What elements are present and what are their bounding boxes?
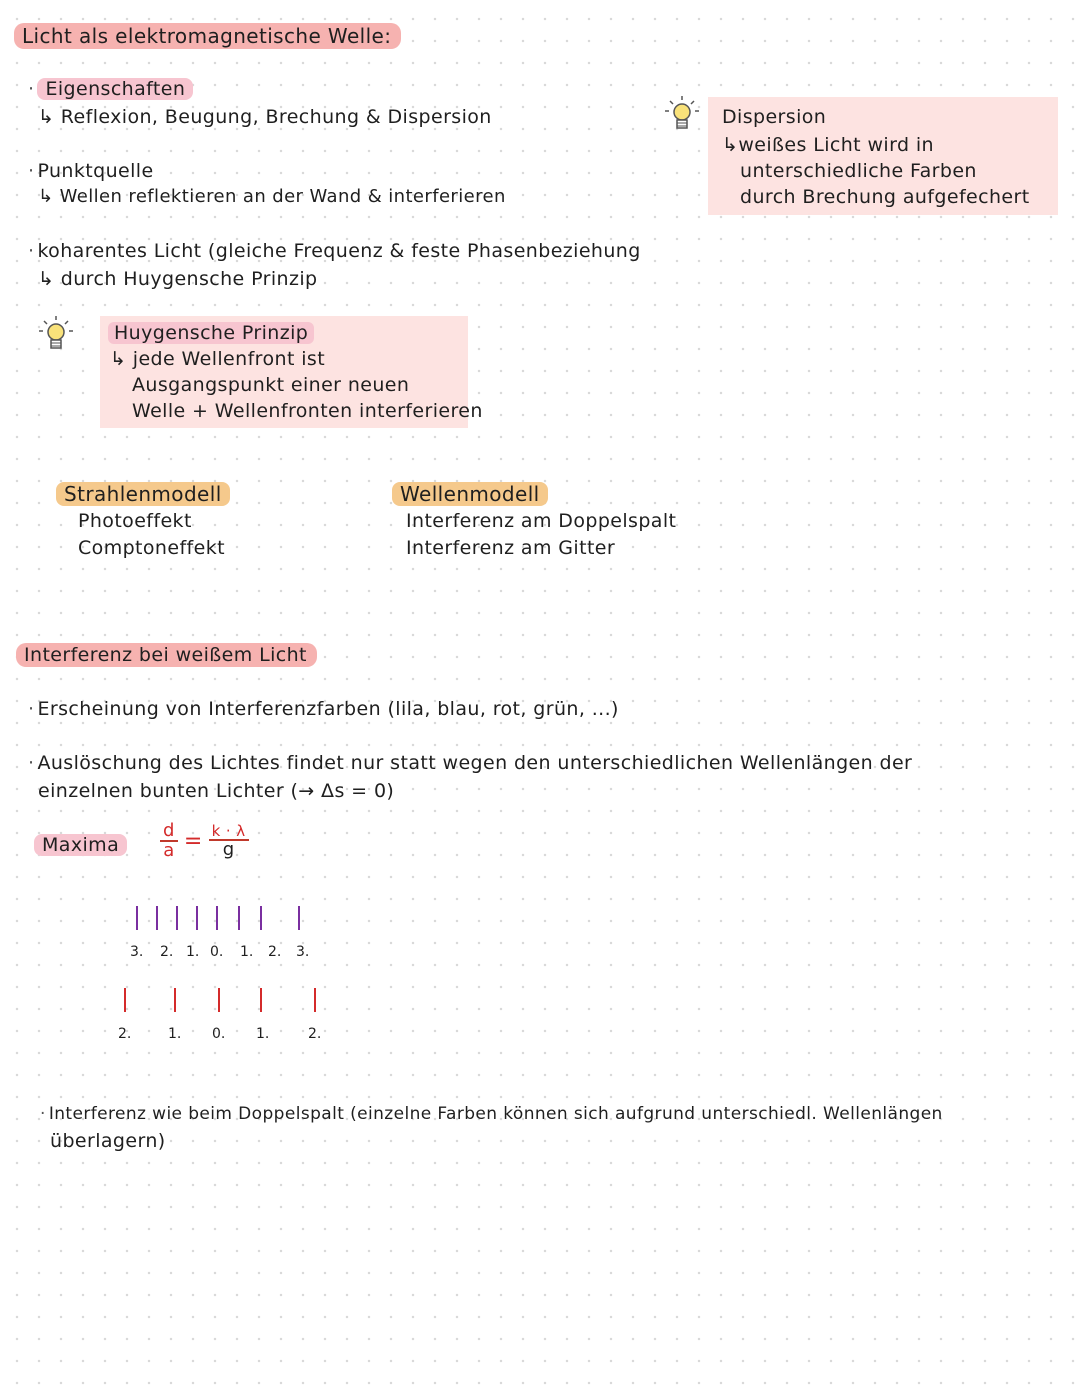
purple-maximum-label: 1. xyxy=(240,944,254,960)
purple-maximum-line xyxy=(238,906,240,930)
arrow-icon: ↳ xyxy=(38,106,55,128)
purple-maximum-line xyxy=(156,906,158,930)
punktquelle-label: · Punktquelle xyxy=(28,160,154,182)
purple-maximum-line xyxy=(298,906,300,930)
koharent-line2: ↳ durch Huygensche Prinzip xyxy=(38,268,318,290)
interferenz-title: Interferenz bei weißem Licht xyxy=(16,644,317,666)
interferenz-bullet1: · Erscheinung von Interferenzfarben (lila, blau, rot, grün, ...) xyxy=(28,698,619,720)
arrow-icon: ↳ xyxy=(110,348,127,370)
red-maximum-label: 1. xyxy=(168,1026,182,1042)
arrow-icon: ↳ xyxy=(722,134,739,156)
strahlenmodell-item: Comptoneffekt xyxy=(78,537,225,559)
purple-maximum-label: 1. xyxy=(186,944,200,960)
purple-maximum-line xyxy=(176,906,178,930)
lightbulb-icon xyxy=(662,94,702,134)
red-maximum-line xyxy=(124,988,126,1012)
eigenschaften-text: ↳ Reflexion, Beugung, Brechung & Dispersion xyxy=(38,106,492,128)
red-maximum-line xyxy=(260,988,262,1012)
purple-maximum-line xyxy=(196,906,198,930)
wellenmodell-item: Interferenz am Gitter xyxy=(406,537,616,559)
interferenz-bullet3-line2: überlagern) xyxy=(50,1130,166,1152)
purple-maximum-label: 0. xyxy=(210,944,224,960)
dispersion-line2: unterschiedliche Farben xyxy=(740,160,977,182)
page-title: Licht als elektromagnetische Welle: xyxy=(14,24,401,48)
red-maximum-label: 2. xyxy=(118,1026,132,1042)
red-maximum-label: 0. xyxy=(212,1026,226,1042)
red-maximum-label: 2. xyxy=(308,1026,322,1042)
red-maximum-line xyxy=(314,988,316,1012)
interferenz-bullet3-line1: · Interferenz wie beim Doppelspalt (einzelne Farben können sich aufgrund unterschiedl. Wellenlängen xyxy=(40,1104,943,1124)
dispersion-line3: durch Brechung aufgefechert xyxy=(740,186,1030,208)
maxima-formula: $\frac{d}{a}$ = $\frac{k \cdot \lambda}{g}$ xyxy=(160,822,249,860)
wellenmodell-item: Interferenz am Doppelspalt xyxy=(406,510,677,532)
interferenz-bullet2-line2: einzelnen bunten Lichter (→ Δs = 0) xyxy=(38,780,395,802)
punktquelle-text: ↳ Wellen reflektieren an der Wand & interferieren xyxy=(38,186,506,207)
huygens-title: Huygensche Prinzip xyxy=(108,322,314,344)
purple-maximum-label: 3. xyxy=(296,944,310,960)
maxima-label: Maxima xyxy=(34,834,127,856)
huygens-line2: Ausgangspunkt einer neuen xyxy=(132,374,410,396)
purple-maximum-label: 3. xyxy=(130,944,144,960)
lightbulb-icon xyxy=(36,314,76,354)
wellenmodell-title: Wellenmodell xyxy=(392,482,548,506)
red-maximum-label: 1. xyxy=(256,1026,270,1042)
strahlenmodell-title: Strahlenmodell xyxy=(56,482,230,506)
red-maximum-line xyxy=(174,988,176,1012)
koharent-line1: · koharentes Licht (gleiche Frequenz & feste Phasenbeziehung xyxy=(28,240,641,262)
dispersion-line1: ↳weißes Licht wird in xyxy=(722,134,934,156)
purple-maximum-label: 2. xyxy=(160,944,174,960)
arrow-icon: ↳ xyxy=(38,268,55,290)
strahlenmodell-item: Photoeffekt xyxy=(78,510,192,532)
purple-maximum-line xyxy=(136,906,138,930)
red-maximum-line xyxy=(218,988,220,1012)
purple-maximum-line xyxy=(260,906,262,930)
dispersion-title: Dispersion xyxy=(722,106,827,128)
arrow-icon: ↳ xyxy=(38,186,54,207)
purple-maximum-line xyxy=(216,906,218,930)
huygens-line1: ↳ jede Wellenfront ist xyxy=(110,348,326,370)
eigenschaften-label: · Eigenschaften xyxy=(28,78,193,100)
interferenz-bullet2-line1: · Auslöschung des Lichtes findet nur statt wegen den unterschiedlichen Wellenlängen der xyxy=(28,752,913,774)
huygens-line3: Welle + Wellenfronten interferieren xyxy=(132,400,483,422)
purple-maximum-label: 2. xyxy=(268,944,282,960)
